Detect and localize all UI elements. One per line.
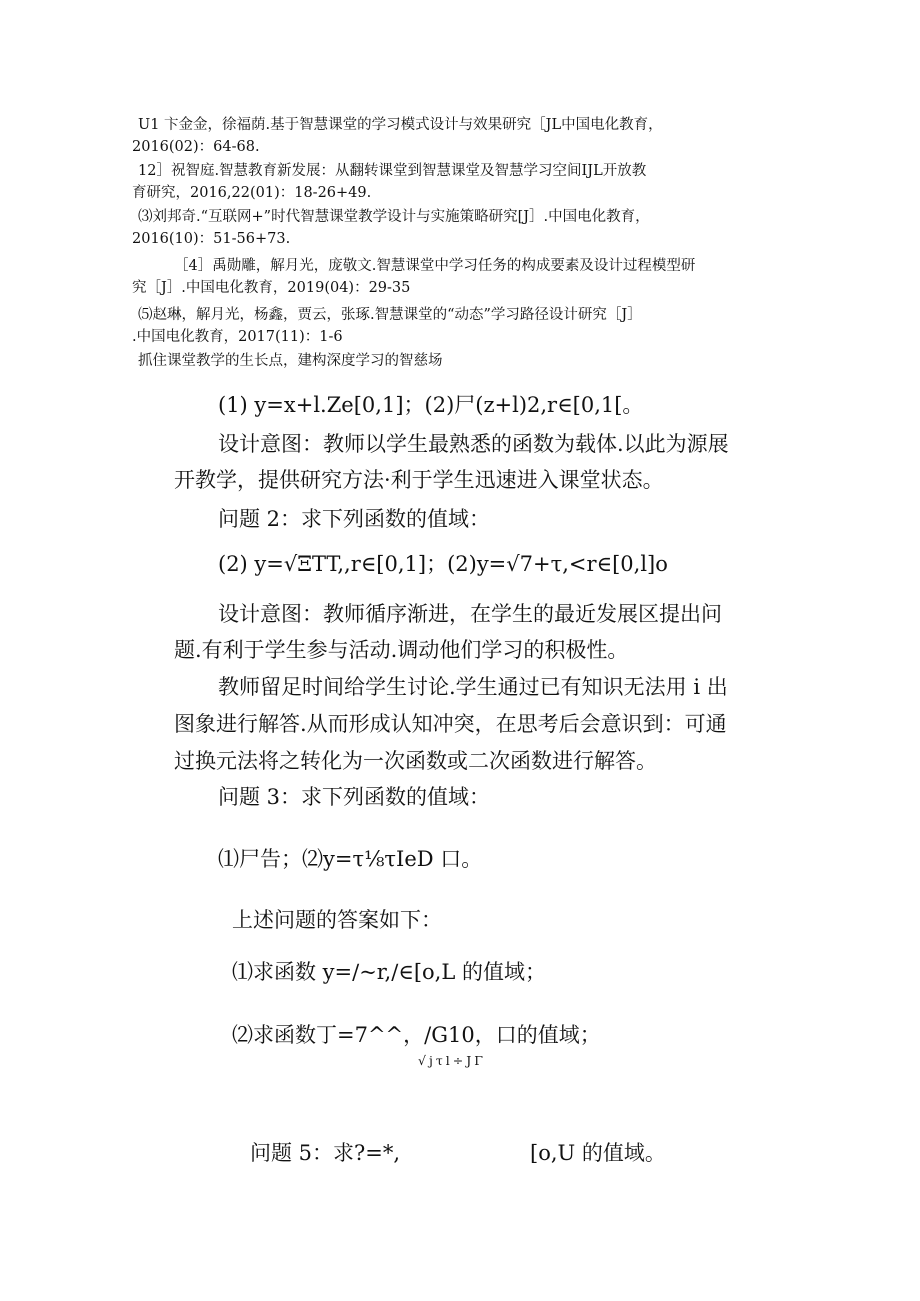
problem-5-left: 问题 5：求?=*, xyxy=(250,1141,401,1165)
answer-2: ⑵求函数丁=7^^，/G10，口的值域； xyxy=(232,1023,601,1047)
reference-1 xyxy=(132,114,798,158)
article-title: 抓住课堂教学的生长点，建构深度学习的智慈场 xyxy=(138,353,443,369)
reference-3-line-1: ⑶刘邦奇.“互联网+”时代智慧课堂教学设计与实施策略研究[J］.中国电化教育， xyxy=(138,209,650,225)
problem-5-right: [o,U 的值域。 xyxy=(530,1141,666,1165)
design-intent-1-line-1: 设计意图：教师以学生最熟悉的函数为载体.以此为源展 xyxy=(218,432,729,456)
reference-3-line-2: 2016(10)：51-56+73. xyxy=(132,231,291,247)
discussion-line-3: 过换元法将之转化为一次函数或二次函数进行解答。 xyxy=(174,749,657,773)
problem-2-heading: 问题 2：求下列函数的值域： xyxy=(218,507,491,531)
problem-3-heading: 问题 3：求下列函数的值域： xyxy=(218,785,491,809)
formula-problem-1: (1) y=x+l.Ze[0,1]；(2)尸(z+l)2,r∈[0,1[。 xyxy=(218,393,644,417)
reference-3 xyxy=(132,206,798,250)
reference-5-line-2: .中国电化教育，2017(11)：1-6 xyxy=(132,329,343,345)
design-intent-2-line-2: 题.有利于学生参与活动.调动他们学习的积极性。 xyxy=(174,638,629,662)
answer-1: ⑴求函数 y=∕~r,∕∈[o,L 的值域； xyxy=(232,960,546,984)
answer-2-subscript: √jτl÷JΓ xyxy=(418,1053,486,1068)
reference-4 xyxy=(132,255,798,299)
reference-1-line-1: U1 卞金金，徐福荫.基于智慧课堂的学习模式设计与效果研究［JL中国电化教育， xyxy=(138,117,663,133)
reference-2-line-2: 育研究，2016,22(01)：18-26+49. xyxy=(132,185,372,201)
discussion-line-1: 教师留足时间给学生讨论.学生通过已有知识无法用 i 出 xyxy=(218,675,728,699)
design-intent-2-line-1: 设计意图：教师循序渐进，在学生的最近发展区提出问 xyxy=(218,602,722,626)
formula-problem-3: ⑴尸告；⑵y=τ⅛τIeD 口。 xyxy=(218,847,483,871)
discussion-line-2: 图象进行解答.从而形成认知冲突，在思考后会意识到：可通 xyxy=(174,712,727,736)
reference-2-line-1: 12］祝智庭.智慧教育新发展：从翻转课堂到智慧课堂及智慧学习空间IJL开放教 xyxy=(138,163,647,179)
formula-problem-2: (2) y=√ΞTT,,r∈[0,1]；(2)y=√7+τ,<r∈[0,l]o xyxy=(218,552,668,576)
reference-4-line-1: ［4］禹勋雕，解月光，庞敬文.智慧课堂中学习任务的构成要素及设计过程模型研 xyxy=(174,258,696,274)
answers-intro: 上述问题的答案如下： xyxy=(232,908,442,932)
design-intent-1-line-2: 开教学，提供研究方法·利于学生迅速进入课堂状态。 xyxy=(174,468,664,492)
reference-1-line-2: 2016(02)：64-68. xyxy=(132,139,260,155)
reference-5 xyxy=(132,304,798,348)
reference-4-line-2: 究［J］.中国电化教育，2019(04)：29-35 xyxy=(132,280,411,296)
reference-2 xyxy=(132,160,798,204)
reference-5-line-1: ⑸赵琳，解月光，杨鑫，贾云，张琢.智慧课堂的“动态”学习路径设计研究［J］ xyxy=(138,307,642,323)
